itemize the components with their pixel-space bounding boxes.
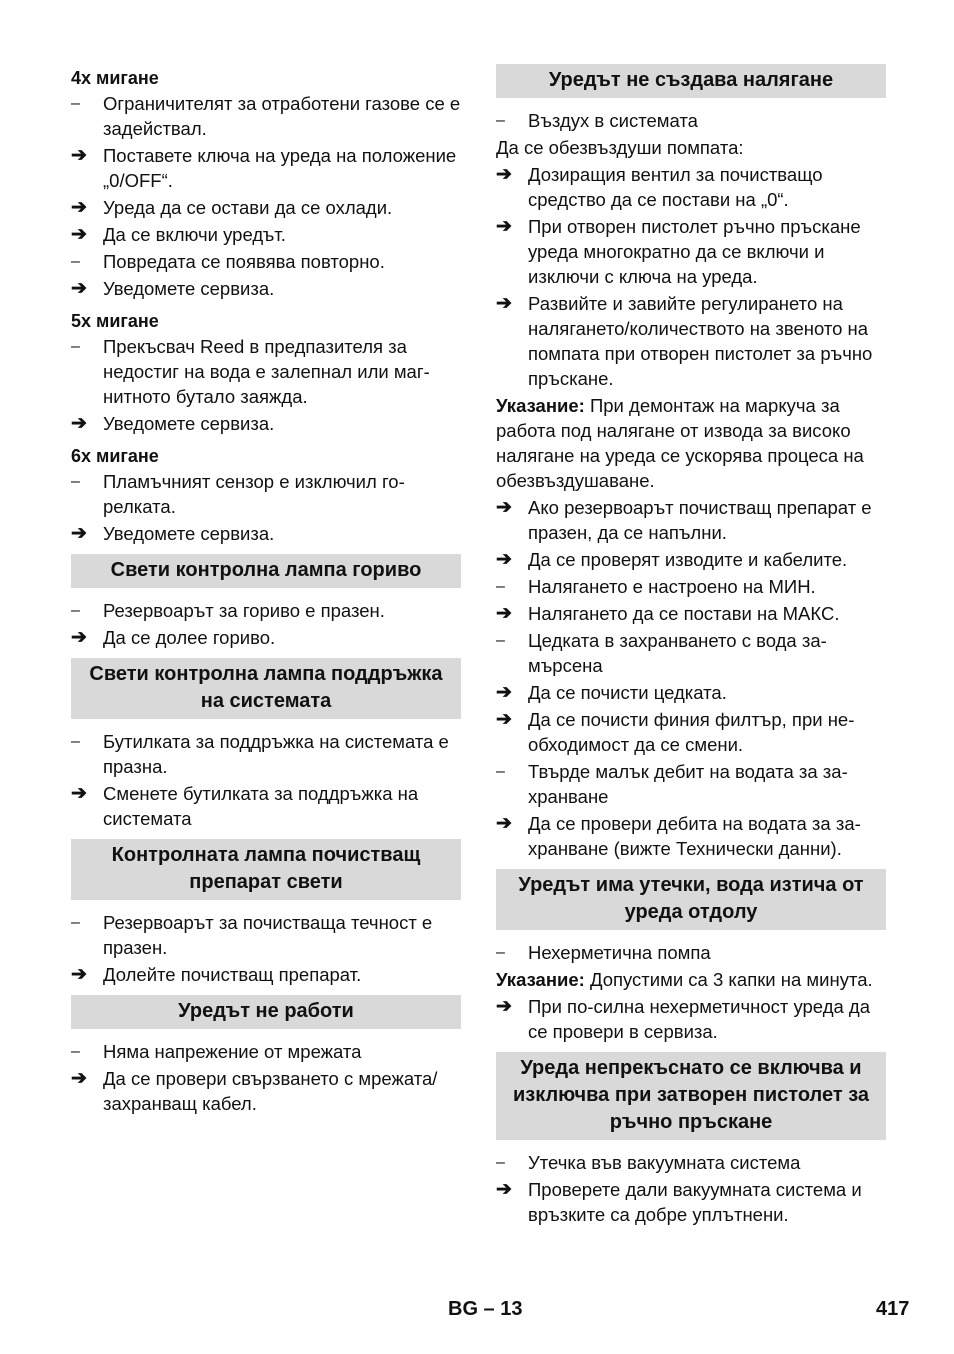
remedy-item [71, 411, 461, 436]
item-text: Да се почисти цедката. [528, 682, 727, 703]
cause-item [71, 469, 461, 519]
remedy-item [496, 680, 886, 705]
dash-bullet-icon: – [496, 632, 505, 649]
note-text: Допустими са 3 капки на минута. [584, 969, 873, 990]
item-text: Проверете дали вакуумната система и връзките са добре уплътнени. [528, 1179, 862, 1225]
item-text: Налягането е настроено на МИН. [528, 576, 816, 597]
section-heading: Свети контролна лампа поддръжка на системата [71, 658, 461, 719]
arrow-right-icon: ➔ [71, 627, 87, 648]
item-text: Да се проверят изводите и кабелите. [528, 549, 848, 570]
remedy-item [496, 994, 886, 1044]
arrow-right-icon: ➔ [71, 413, 87, 434]
item-text: Уреда да се остави да се охлади. [103, 197, 393, 218]
item-text: Прекъсвач Reed в предпазителя за недостиг на вода е залепнал или магнитното бутало заяжда. [103, 336, 430, 407]
note-paragraph [496, 967, 886, 992]
arrow-right-icon: ➔ [496, 549, 512, 570]
remedy-item [496, 495, 886, 545]
arrow-right-icon: ➔ [496, 682, 512, 703]
remedy-item [496, 547, 886, 572]
item-text: Пламъчният сензор е изключил горелката. [103, 471, 405, 517]
arrow-right-icon: ➔ [496, 216, 512, 237]
item-text: Повредата се появява повторно. [103, 251, 385, 272]
left-column [71, 64, 461, 1118]
subheading: 6x мигане [71, 446, 159, 466]
item-text: Да се включи уредът. [103, 224, 286, 245]
cause-item [71, 334, 461, 409]
cause-item [71, 910, 461, 960]
item-text: Резервоарът за почистваща течност е празен. [103, 912, 433, 958]
item-text: При по-силна нехерметичност уреда да се провери в сервиза. [528, 996, 870, 1042]
arrow-right-icon: ➔ [71, 197, 87, 218]
arrow-right-icon: ➔ [496, 603, 512, 624]
note-text: При демонтаж на маркуча за работа под налягане от извода за високо налягане на уреда се ускорява процеса на обезвъздушаване. [496, 395, 864, 491]
note-label: Указание: [496, 969, 585, 990]
section-heading: Уреда непрекъснато се включва и изключва при затворен пистолет за ръчно пръскане [496, 1052, 886, 1140]
dash-bullet-icon: – [71, 253, 80, 270]
cause-item [71, 249, 461, 274]
right-column [496, 64, 886, 1229]
arrow-right-icon: ➔ [496, 709, 512, 730]
item-text: Цедката в захранването с вода замърсена [528, 630, 827, 676]
arrow-right-icon: ➔ [496, 293, 512, 314]
item-text: Бутилката за поддръжка на системата е празна. [103, 731, 449, 777]
cause-item [71, 1039, 461, 1064]
item-text: Да се провери свързването с мрежата/захранващ кабел. [103, 1068, 438, 1114]
item-text: Въздух в системата [528, 110, 698, 131]
subheading: 5x мигане [71, 311, 159, 331]
arrow-right-icon: ➔ [71, 224, 87, 245]
cause-item [496, 108, 886, 133]
item-text: Уведомете сервиза. [103, 523, 275, 544]
item-text: Няма напрежение от мрежата [103, 1041, 362, 1062]
note-label: Указание: [496, 395, 585, 416]
cause-item [496, 759, 886, 809]
item-text: Развийте и завийте регулирането на налягането/количеството на звеното на помпата при отворен пистолет за ръчно пръскане. [528, 293, 873, 389]
remedy-item [71, 195, 461, 220]
remedy-item [71, 1066, 461, 1116]
remedy-item [71, 521, 461, 546]
arrow-right-icon: ➔ [71, 523, 87, 544]
dash-bullet-icon: – [71, 914, 80, 931]
arrow-right-icon: ➔ [496, 813, 512, 834]
item-text: Да се долее гориво. [103, 627, 276, 648]
item-text: При отворен пистолет ръчно пръскане уреда многократно да се включи и изключи с ключа на уреда. [528, 216, 861, 287]
arrow-right-icon: ➔ [496, 1179, 512, 1200]
item-text: Дозиращия вентил за почистващо средство да се постави на „0“. [528, 164, 823, 210]
item-text: Утечка във вакуумната система [528, 1152, 801, 1173]
section-heading: Свети контролна лампа гориво [71, 554, 461, 588]
subheading: 4x мигане [71, 68, 159, 88]
dash-bullet-icon: – [71, 473, 80, 490]
section-heading: Уредът не създава налягане [496, 64, 886, 98]
dash-bullet-icon: – [71, 602, 80, 619]
item-text: Да се провери дебита на водата за захранване (вижте Технически данни). [528, 813, 861, 859]
footer-section-label: BG – 13 [448, 1298, 523, 1320]
paragraph: Да се обезвъздуши помпата: [496, 137, 744, 158]
item-text: Да се почисти финия филтър, при необходимост да се смени. [528, 709, 855, 755]
dash-bullet-icon: – [71, 95, 80, 112]
item-text: Ограничителят за отработени газове се е задействал. [103, 93, 461, 139]
item-text: Долейте почистващ препарат. [103, 964, 362, 985]
remedy-item [496, 291, 886, 391]
item-text: Налягането да се постави на МАКС. [528, 603, 840, 624]
dash-bullet-icon: – [71, 733, 80, 750]
item-text: Ако резервоарът почистващ препарат е празен, да се напълни. [528, 497, 872, 543]
arrow-right-icon: ➔ [71, 145, 87, 166]
section-heading: Контролната лампа почистващ препарат свети [71, 839, 461, 900]
arrow-right-icon: ➔ [496, 497, 512, 518]
item-text: Твърде малък дебит на водата за захранване [528, 761, 848, 807]
cause-item [496, 628, 886, 678]
item-text: Нехерметична помпа [528, 942, 711, 963]
item-text: Резервоарът за гориво е празен. [103, 600, 385, 621]
arrow-right-icon: ➔ [496, 996, 512, 1017]
cause-item [71, 91, 461, 141]
dash-bullet-icon: – [496, 944, 505, 961]
note-paragraph [496, 393, 886, 493]
remedy-item [496, 162, 886, 212]
remedy-item [71, 781, 461, 831]
dash-bullet-icon: – [496, 578, 505, 595]
cause-item [496, 1150, 886, 1175]
cause-item [71, 598, 461, 623]
cause-item [71, 729, 461, 779]
remedy-item [71, 276, 461, 301]
dash-bullet-icon: – [71, 1043, 80, 1060]
arrow-right-icon: ➔ [71, 964, 87, 985]
page-number: 417 [876, 1298, 910, 1320]
dash-bullet-icon: – [496, 763, 505, 780]
section-heading: Уредът не работи [71, 995, 461, 1029]
arrow-right-icon: ➔ [71, 783, 87, 804]
remedy-item [496, 811, 886, 861]
arrow-right-icon: ➔ [71, 1068, 87, 1089]
remedy-item [71, 143, 461, 193]
cause-item [496, 940, 886, 965]
item-text: Уведомете сервиза. [103, 278, 275, 299]
remedy-item [496, 601, 886, 626]
section-heading: Уредът има утечки, вода изтича от уреда отдолу [496, 869, 886, 930]
remedy-item [496, 214, 886, 289]
dash-bullet-icon: – [71, 338, 80, 355]
item-text: Уведомете сервиза. [103, 413, 275, 434]
item-text: Сменете бутилката за поддръжка на системата [103, 783, 419, 829]
remedy-item [71, 625, 461, 650]
item-text: Поставете ключа на уреда на положение „0/OFF“. [103, 145, 457, 191]
dash-bullet-icon: – [496, 112, 505, 129]
cause-item [496, 574, 886, 599]
arrow-right-icon: ➔ [71, 278, 87, 299]
remedy-item [496, 1177, 886, 1227]
remedy-item [71, 962, 461, 987]
dash-bullet-icon: – [496, 1154, 505, 1171]
remedy-item [71, 222, 461, 247]
remedy-item [496, 707, 886, 757]
arrow-right-icon: ➔ [496, 164, 512, 185]
